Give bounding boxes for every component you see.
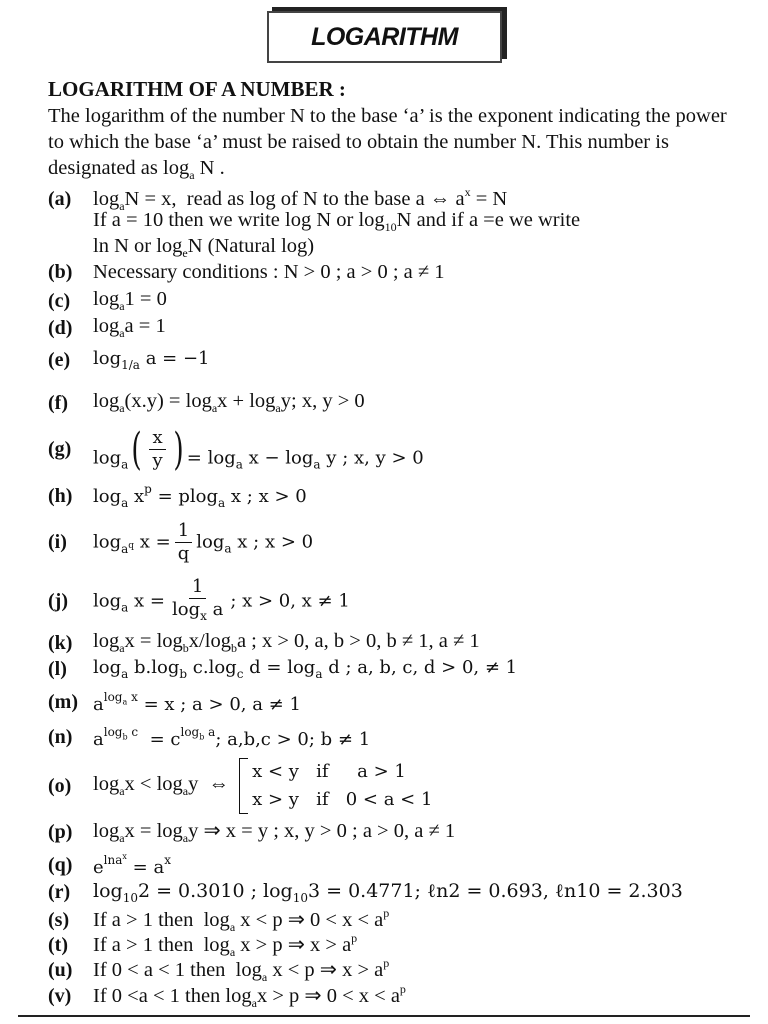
item-n	[48, 725, 370, 750]
item-label: (v)	[48, 985, 72, 1007]
item-text: N and if a =e we write	[396, 209, 581, 231]
item-formula: $\log_a1 = 0$	[93, 288, 167, 313]
item-text: y; x, y > 0	[280, 390, 365, 412]
item-label: (g)	[48, 438, 72, 460]
item-formula: If a > 1 then $\log_a x > p$ ⇒ $x > a^p$	[93, 931, 358, 959]
cases-bracket	[239, 758, 432, 814]
item-formula: $\log_ax = \log_bx/\log_ba$ ; x > 0, a, b > 0, b ≠ 1, a ≠ 1	[93, 630, 480, 655]
item-formula: $\log_aN = x$, read as log of N to the base a ⇔ $a^x = N$	[93, 185, 508, 213]
item-formula: $\log_ax = \log_ay$ ⇒ x = y ; x, y > 0 ; a > 0, a ≠ 1	[93, 820, 456, 845]
item-a-cont1: If a = 10 then we write log N or $\log_{10}N$ and if a =e we write	[93, 209, 581, 234]
item-label: (a)	[48, 188, 72, 210]
item-text: 3 = 0.4771; ℓn2 = 0.693, ℓn10 = 2.303	[307, 880, 683, 902]
item-p	[48, 818, 455, 846]
item-label: (o)	[48, 774, 72, 797]
item-formula: $\log_a(x.y) = \log_ax + \log_ay$; x, y > 0	[93, 390, 365, 415]
item-label: (p)	[48, 820, 73, 843]
item-text: a ; x > 0, a, b > 0, b ≠ 1, a ≠ 1	[236, 630, 480, 652]
item-formula: $\log_a b.\log_b$ $c.\log_c$ $d = \log_a d$ ; a, b, c, d > 0, ≠ 1	[93, 657, 518, 681]
item-i	[48, 520, 313, 565]
item-text: N (Natural log)	[187, 235, 315, 257]
item-formula: $\log_{1/a} a = -1$	[93, 348, 210, 372]
item-text: x ; x > 0	[237, 531, 314, 553]
item-r	[48, 880, 683, 905]
item-text: ln N or log	[93, 235, 183, 257]
item-formula: $\log_a x^p = plog_a$ x ; x > 0	[93, 482, 307, 510]
item-f	[48, 390, 365, 416]
intro-paragraph: The logarithm of the number N to the base ‘a’ is the exponent indicating the power to which the base ‘a’ must be raised to obtain the number N. This number is designated as $\log_a N$ .	[48, 105, 727, 182]
item-o	[48, 758, 432, 814]
item-text: read as log of N to the base a ⇔ a	[186, 188, 465, 210]
item-l	[48, 657, 517, 681]
item-text: = a	[132, 857, 165, 878]
item-text: If a = 10 then we write log N or log	[93, 209, 385, 231]
item-text: a = 1	[124, 315, 166, 337]
title-box	[267, 11, 502, 63]
item-c	[48, 288, 167, 314]
item-text: = x ; a > 0, a ≠ 1	[143, 694, 301, 715]
section-heading: LOGARITHM OF A NUMBER :	[48, 77, 346, 101]
item-label: (n)	[48, 726, 73, 748]
page-title: LOGARITHM	[311, 22, 458, 51]
item-g	[48, 423, 424, 475]
item-text: x ; x > 0	[230, 486, 307, 507]
item-text: d ; a, b, c, d > 0, ≠ 1	[328, 657, 518, 678]
item-formula: $\log_{10}2 = 0.3010$ ; $\log_{10}3 = 0.4771$; ℓn2 = 0.693, ℓn10 = 2.303	[93, 880, 683, 905]
item-label: (i)	[48, 531, 67, 553]
item-formula: $\log_ax < \log_ay$ ⇔	[93, 773, 230, 798]
item-label: (b)	[48, 261, 73, 283]
item-text: ; x > 0, x ≠ 1	[230, 590, 350, 612]
item-text: a = −1	[145, 348, 210, 369]
item-formula: If 0 < a < 1 then $\log_a x < p$ ⇒ $x > a^p$	[93, 956, 390, 984]
item-text: 1 = 0	[124, 288, 167, 310]
item-j	[48, 576, 350, 627]
item-text: y ⇒ x = y ; x, y > 0 ; a > 0, a ≠ 1	[188, 820, 456, 842]
item-text: If a > 1 then	[93, 909, 194, 931]
item-formula: If a > 1 then $\log_a x < p$ ⇒ $0 < x < a^p$	[93, 906, 390, 934]
item-label: (d)	[48, 316, 73, 339]
item-formula: $a^{log_b c} = c^{log_b a}$; a,b,c > 0; b ≠ 1	[93, 725, 371, 750]
item-label: (u)	[48, 959, 73, 981]
item-label: (f)	[48, 391, 68, 414]
item-formula: If 0 <a < 1 then $\log_ax > p$ ⇒ $0 < x < a^p$	[93, 982, 406, 1010]
item-h	[48, 482, 307, 510]
item-u	[48, 956, 389, 985]
item-text: If 0 < a < 1 then	[93, 959, 226, 981]
item-text: x − log	[248, 447, 314, 469]
item-formula: $e^{lna^x} = a^x$	[93, 852, 171, 878]
bottom-divider	[18, 1015, 750, 1017]
item-label: (c)	[48, 289, 71, 312]
item-label: (l)	[48, 657, 67, 680]
item-text: x > p ⇒ x > a	[240, 934, 352, 956]
item-d	[48, 315, 166, 341]
item-label: (r)	[48, 881, 71, 903]
item-text: ; a,b,c > 0; b ≠ 1	[215, 729, 371, 750]
item-text: If a > 1 then	[93, 934, 194, 956]
item-b	[48, 261, 444, 284]
item-formula: $\log_{a^q} x$ = $\frac{1}{q}$ $\log_a x$ ; x > 0	[93, 520, 314, 564]
item-label: (e)	[48, 348, 71, 371]
item-text: x < p ⇒ 0 < x < a	[240, 909, 384, 931]
item-v	[48, 982, 406, 1011]
item-formula: $\log_aa = 1$	[93, 315, 166, 340]
item-formula: $\log_a x$ = $\frac{1}{\log_x a}$ ; x > 0, x ≠ 1	[93, 576, 350, 623]
item-label: (j)	[48, 590, 68, 612]
item-e	[48, 348, 210, 372]
item-label: (q)	[48, 853, 73, 876]
item-a-cont2: ln N or $\log_eN$ (Natural log)	[93, 235, 315, 260]
case-row: x > y if 0 < a < 1	[252, 789, 433, 810]
item-formula: $a^{log_a x} = x$ ; a > 0, a ≠ 1	[93, 690, 301, 715]
intro-text: The logarithm of the number N to the base ‘a’ is the exponent indicating the power to which the base ‘a’ must be raised to obtain the number N. This number is designated as	[48, 105, 727, 179]
item-text: y ; x, y > 0	[326, 447, 424, 469]
item-label: (h)	[48, 484, 73, 507]
item-m	[48, 690, 301, 715]
item-label: (t)	[48, 934, 68, 956]
item-label: (s)	[48, 909, 70, 931]
item-formula: $\log_a$ ( $\frac{x}{y}$ ) = $\log_a x - \log_a y$ ; x, y > 0	[93, 423, 424, 475]
item-text: Necessary conditions : N > 0 ; a > 0 ; a ≠ 1	[93, 261, 445, 283]
item-text: x > p ⇒ 0 < x < a	[256, 985, 400, 1007]
item-label: (m)	[48, 691, 78, 713]
item-label: (k)	[48, 631, 73, 654]
item-text: If 0 <a < 1 then	[93, 985, 221, 1007]
item-q	[48, 852, 171, 878]
case-row: x < y if a > 1	[252, 761, 406, 782]
item-k	[48, 630, 480, 656]
item-text: x < p ⇒ x > a	[272, 959, 384, 981]
